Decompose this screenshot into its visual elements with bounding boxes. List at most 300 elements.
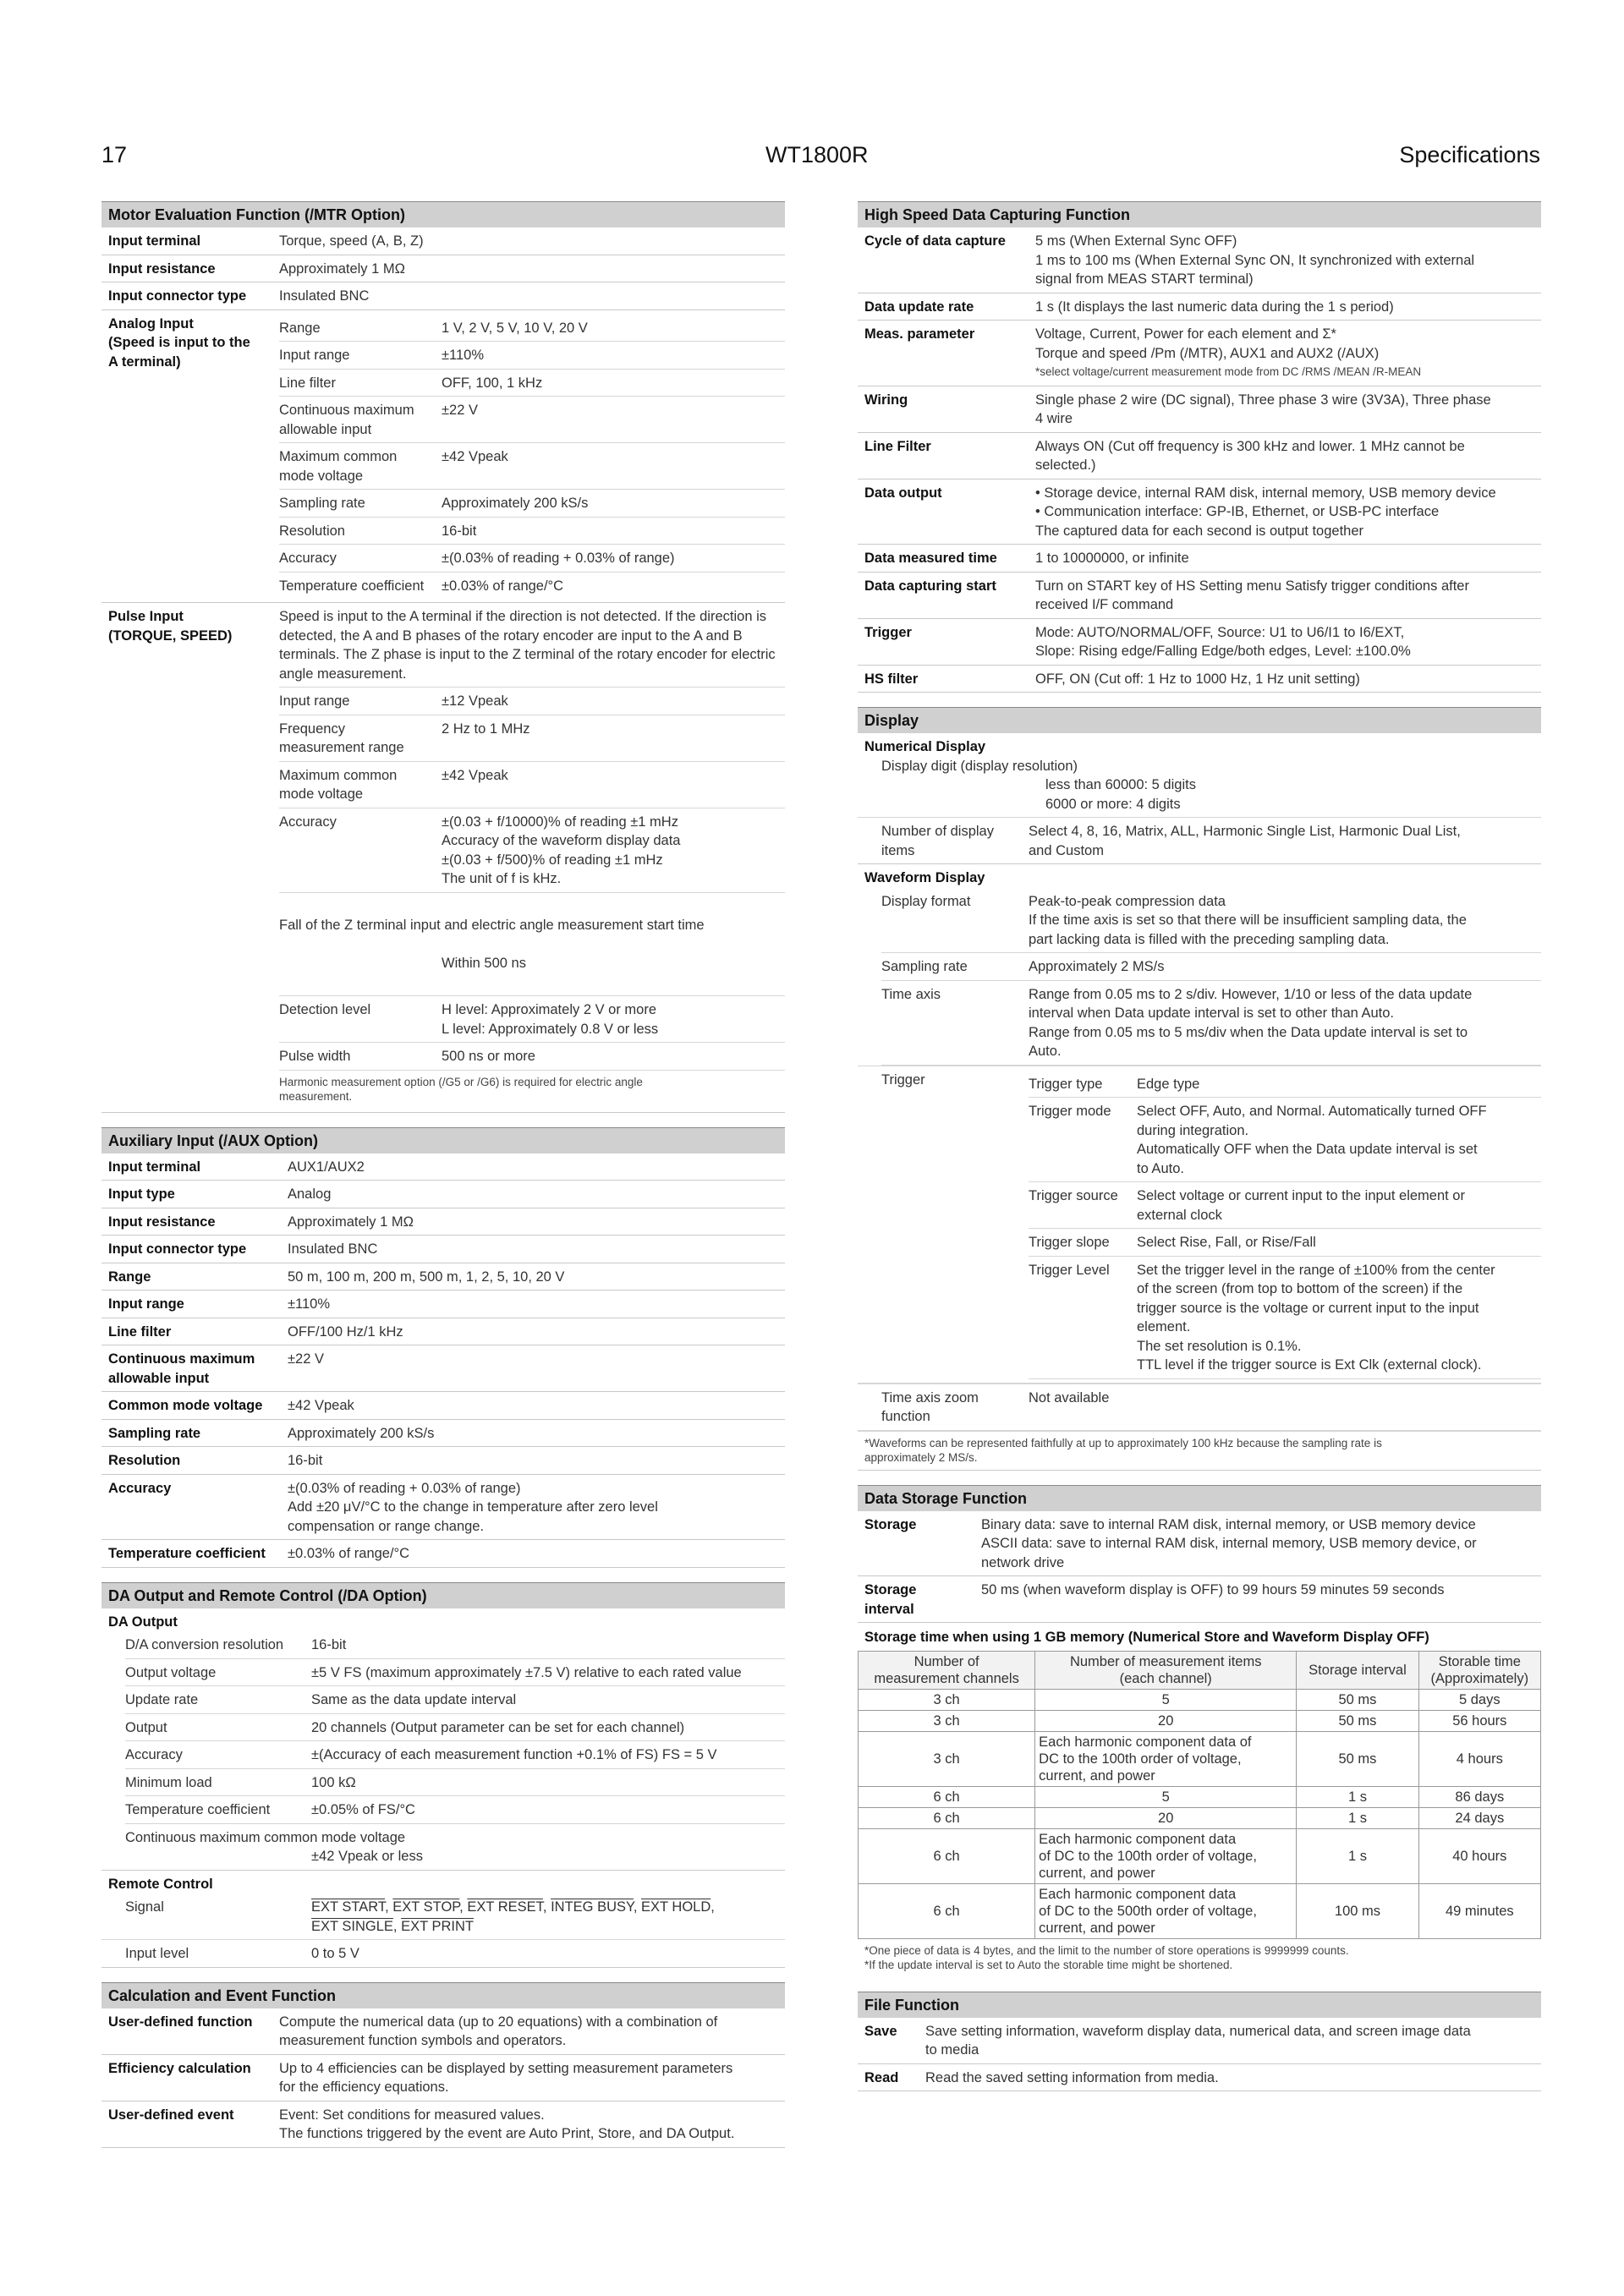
file-label: Save (864, 2023, 897, 2039)
hs-value-text: • Storage device, internal RAM disk, internal memory, USB memory device • Communication interface: GP-IB, Ethernet, or USB-PC interface The captured data for each second is output together (1035, 485, 1496, 539)
analog-item-value: ±22 V (442, 403, 478, 418)
analog-item-row (279, 573, 785, 600)
aux-label: Accuracy (108, 1480, 172, 1496)
hs-value-text: OFF, ON (Cut off: 1 Hz to 1000 Hz, 1 Hz unit setting) (1035, 671, 1360, 687)
table-cell: 4 hours (1418, 1731, 1540, 1786)
display-digit-value: less than 60000: 5 digits 6000 or more: 4 digits (1045, 777, 1196, 812)
aux-value (288, 1185, 785, 1204)
pulse-input-block (102, 603, 785, 1113)
aux-value (288, 1323, 785, 1342)
da-item-value: ±5 V FS (maximum approximately ±7.5 V) relative to each rated value (311, 1664, 742, 1680)
trigger-item-label: Trigger mode (1029, 1104, 1111, 1119)
num-item-value: Select 4, 8, 16, Matrix, ALL, Harmonic Single List, Harmonic Dual List, and Custom (1029, 824, 1461, 858)
da-item-row (125, 1741, 785, 1769)
storage-col-header: Number of measurement items (each channel) (1035, 1651, 1297, 1689)
hs-value-text: Turn on START key of HS Setting menu Satisfy trigger conditions after received I/F command (1035, 578, 1469, 612)
aux-value (288, 1158, 785, 1177)
hs-label: Meas. parameter (864, 326, 975, 342)
file-value-text: Save setting information, waveform display data, numerical data, and screen image data to media (925, 2023, 1471, 2058)
hs-label: Cycle of data capture (864, 233, 1006, 249)
table-row (859, 1689, 1541, 1710)
pulse-input-description: Speed is input to the A terminal if the direction is not detected. If the direction is detected, the A and B phases of the rotary encoder are input to the A and B terminals. The Z phase is input to the Z terminal of the rotary encoder for electric angle measurement. (279, 607, 785, 688)
signal-ext-print: EXT PRINT (401, 1918, 474, 1934)
table-cell: 6 ch (859, 1807, 1035, 1828)
motor-label: Input connector type (108, 288, 247, 304)
calc-rows (102, 2008, 785, 2148)
aux-row (102, 1236, 785, 1263)
analog-item-label: Range (279, 320, 321, 336)
analog-input-label: Analog Input (Speed is input to the A terminal) (108, 315, 250, 370)
aux-label: Sampling rate (108, 1425, 201, 1441)
z-phase-label: Fall of the Z terminal input and electric angle measurement start time (279, 918, 705, 933)
aux-value-text: ±42 Vpeak (288, 1398, 354, 1413)
da-heading: DA Output and Remote Control (/DA Option) (102, 1582, 785, 1608)
wave-item-label: Time axis (881, 986, 941, 1002)
wave-item-value: Peak-to-peak compression data If the time axis is set so that there will be insufficient sampling data, the part lacking data is filled with the preceding sampling data. (1029, 893, 1467, 947)
hs-heading: High Speed Data Capturing Function (858, 201, 1541, 227)
trigger-item-row (1029, 1098, 1541, 1182)
hs-value-text: 1 s (It displays the last numeric data during the 1 s period) (1035, 299, 1394, 315)
analog-item-value: ±42 Vpeak (442, 449, 508, 464)
hs-label: HS filter (864, 671, 919, 687)
hs-section (858, 201, 1541, 693)
hs-row (858, 573, 1541, 619)
aux-row (102, 1181, 785, 1208)
storage-section (858, 1485, 1541, 1977)
file-rows (858, 2018, 1541, 2092)
aux-heading: Auxiliary Input (/AUX Option) (102, 1127, 785, 1153)
storage-row (858, 1511, 1541, 1577)
calc-label: User-defined function (108, 2014, 253, 2030)
analog-item-label: Accuracy (279, 551, 337, 566)
analog-item-value: Approximately 200 kS/s (442, 496, 589, 511)
analog-item-value: ±110% (442, 348, 485, 363)
table-cell: 1 s (1297, 1828, 1418, 1883)
pulse-input-items (279, 688, 785, 893)
input-level-value: 0 to 5 V (311, 1946, 359, 1961)
table-row (859, 1710, 1541, 1731)
table-cell: 1 s (1297, 1807, 1418, 1828)
aux-row (102, 1475, 785, 1541)
pulse-item-value: ±(0.03 + f/10000)% of reading ±1 mHz Accuracy of the waveform display data ±(0.03 + f/500)% of reading ±1 mHz The unit of f is kHz. (442, 814, 681, 886)
pulse-item-2-label: Detection level (279, 1002, 371, 1017)
wave-item-label: Sampling rate (881, 959, 968, 974)
storage-label: Storage interval (864, 1582, 917, 1617)
calc-row (102, 2101, 785, 2148)
pulse-input-content (279, 607, 785, 1109)
table-cell: 3 ch (859, 1710, 1035, 1731)
aux-label: Range (108, 1269, 151, 1285)
motor-label: Input resistance (108, 260, 216, 277)
storage-value (981, 1581, 1541, 1619)
calc-section (102, 1982, 785, 2148)
aux-value (288, 1424, 785, 1444)
analog-item-row (279, 443, 785, 490)
file-label: Read (864, 2069, 899, 2085)
calc-label: Efficiency calculation (108, 2060, 251, 2076)
page-number: 17 (102, 142, 128, 167)
aux-value (288, 1396, 785, 1416)
pulse-item-row (279, 715, 785, 762)
hs-rows (858, 227, 1541, 693)
motor-rows (102, 227, 785, 310)
aux-value-text: Analog (288, 1186, 332, 1202)
motor-value-text: Torque, speed (A, B, Z) (279, 233, 424, 249)
file-value (925, 2069, 1541, 2088)
analog-item-label: Temperature coefficient (279, 578, 425, 594)
aux-row (102, 1290, 785, 1318)
numerical-display-items (858, 817, 1541, 863)
signal-ext-reset: EXT RESET, (467, 1899, 551, 1915)
signal-label: Signal (125, 1899, 164, 1915)
trigger-items (1029, 1071, 1541, 1379)
table-cell: 50 ms (1297, 1710, 1418, 1731)
wave-item-label: Display format (881, 893, 971, 909)
storage-table-title: Storage time when using 1 GB memory (Numerical Store and Waveform Display OFF) (864, 1630, 1429, 1645)
pulse-item-2-label: Pulse width (279, 1049, 351, 1064)
table-cell: 100 ms (1297, 1883, 1418, 1938)
storage-time-table (858, 1651, 1541, 1939)
aux-section (102, 1127, 785, 1568)
numerical-display-label: Numerical Display (864, 739, 986, 754)
calc-label: User-defined event (108, 2107, 234, 2123)
analog-item-value: OFF, 100, 1 kHz (442, 375, 543, 391)
table-cell: Each harmonic component data of DC to the 100th order of voltage, current, and power (1035, 1731, 1297, 1786)
trigger-row (858, 1066, 1541, 1384)
calc-value-text: Up to 4 efficiencies can be displayed by setting measurement parameters for the efficiency equations. (279, 2060, 733, 2095)
analog-item-row (279, 370, 785, 397)
table-cell: 49 minutes (1418, 1883, 1540, 1938)
motor-row (102, 282, 785, 310)
aux-label: Common mode voltage (108, 1398, 263, 1413)
aux-value (288, 1213, 785, 1232)
analog-item-label: Input range (279, 348, 350, 363)
table-cell: Each harmonic component data of DC to the 100th order of voltage, current, and power (1035, 1828, 1297, 1883)
signal-list (311, 1898, 785, 1936)
wave-item-row (881, 888, 1541, 954)
table-cell: 86 days (1418, 1786, 1540, 1807)
analog-item-row (279, 518, 785, 545)
hs-label: Line Filter (864, 438, 931, 454)
hs-value (1035, 391, 1541, 429)
pulse-item-label: Accuracy (279, 814, 337, 830)
signal-integ-busy: INTEG BUSY, (551, 1899, 642, 1915)
common-mode-label: Continuous maximum common mode voltage (125, 1829, 406, 1845)
aux-value-text: Approximately 1 MΩ (288, 1214, 414, 1230)
file-heading: File Function (858, 1992, 1541, 2018)
aux-value (288, 1451, 785, 1471)
trigger-item-label: Trigger source (1029, 1188, 1118, 1203)
pulse-item-2-value: 500 ns or more (442, 1049, 535, 1064)
trigger-item-row (1029, 1229, 1541, 1257)
hs-row (858, 433, 1541, 479)
analog-item-value: ±0.03% of range/°C (442, 578, 564, 594)
da-item-row (125, 1769, 785, 1797)
hs-value (1035, 325, 1541, 382)
hs-value-text: 1 to 10000000, or infinite (1035, 551, 1189, 566)
da-item-row (125, 1631, 785, 1659)
hs-value (1035, 549, 1541, 568)
aux-value-text: ±22 V (288, 1351, 324, 1367)
pulse-item-row (279, 762, 785, 808)
aux-label: Input connector type (108, 1241, 247, 1257)
da-item-label: Minimum load (125, 1774, 212, 1790)
aux-label: Input terminal (108, 1159, 201, 1175)
hs-value (1035, 484, 1541, 541)
aux-value-text: ±0.03% of range/°C (288, 1546, 410, 1561)
storage-row (858, 1576, 1541, 1623)
trigger-item-value: Select voltage or current input to the input element or external clock (1137, 1188, 1465, 1223)
file-row (858, 2018, 1541, 2064)
aux-label: Continuous maximum allowable input (108, 1351, 255, 1386)
aux-row (102, 1153, 785, 1181)
file-value-text: Read the saved setting information from media. (925, 2069, 1219, 2085)
da-item-label: Temperature coefficient (125, 1802, 271, 1817)
pulse-item-label: Frequency measurement range (279, 721, 404, 755)
aux-label: Temperature coefficient (108, 1546, 266, 1561)
wave-item-value: Approximately 2 MS/s (1029, 959, 1165, 974)
hs-label: Wiring (864, 392, 908, 408)
storage-heading: Data Storage Function (858, 1485, 1541, 1511)
signal-ext-single: EXT SINGLE, (311, 1918, 402, 1934)
zoom-value: Not available (1029, 1389, 1110, 1406)
calc-row (102, 2008, 785, 2055)
table-row (859, 1786, 1541, 1807)
pulse-note: Harmonic measurement option (/G5 or /G6) is required for electric angle measurement. (279, 1070, 785, 1109)
aux-label: Resolution (108, 1453, 181, 1468)
hs-value-text: Mode: AUTO/NORMAL/OFF, Source: U1 to U6/I1 to I6/EXT, Slope: Rising edge/Falling Edge/both edges, Level: ±100.0% (1035, 624, 1411, 659)
motor-row (102, 255, 785, 283)
da-item-row (125, 1796, 785, 1824)
da-section (102, 1582, 785, 1968)
analog-item-row (279, 342, 785, 370)
motor-heading: Motor Evaluation Function (/MTR Option) (102, 201, 785, 227)
hs-value (1035, 437, 1541, 475)
aux-value (288, 1479, 785, 1537)
signal-ext-stop: EXT STOP, (392, 1899, 468, 1915)
analog-item-label: Line filter (279, 375, 336, 391)
aux-value-text: ±110% (288, 1296, 331, 1312)
da-item-value: 100 kΩ (311, 1774, 356, 1790)
signal-ext-hold: EXT HOLD, (641, 1899, 715, 1915)
motor-value (279, 232, 785, 251)
pulse-item-label: Input range (279, 693, 350, 709)
da-item-value: Same as the data update interval (311, 1692, 517, 1707)
da-item-label: Update rate (125, 1692, 199, 1707)
pulse-input-items-2 (279, 996, 785, 1070)
table-cell: 6 ch (859, 1786, 1035, 1807)
aux-row (102, 1318, 785, 1346)
aux-value-text: Approximately 200 kS/s (288, 1425, 435, 1441)
aux-value (288, 1350, 785, 1388)
remote-control-label: Remote Control (108, 1876, 213, 1892)
remote-control-block (102, 1871, 785, 1968)
common-mode-row (102, 1824, 785, 1870)
wave-item-row (881, 981, 1541, 1066)
analog-item-label: Maximum common mode voltage (279, 449, 398, 484)
pulse-item-2-value: H level: Approximately 2 V or more L level: Approximately 0.8 V or less (442, 1002, 659, 1037)
analog-item-label: Sampling rate (279, 496, 365, 511)
storage-col-header: Number of measurement channels (859, 1651, 1035, 1689)
model-title: WT1800R (765, 142, 869, 167)
z-phase-row (279, 893, 785, 997)
hs-value (1035, 298, 1541, 317)
common-mode-value: ±42 Vpeak or less (311, 1849, 423, 1864)
pulse-input-label: Pulse Input (TORQUE, SPEED) (108, 609, 233, 644)
hs-row (858, 545, 1541, 573)
motor-section (102, 201, 785, 1113)
signal-ext-start: EXT START, (311, 1899, 393, 1915)
analog-item-row (279, 397, 785, 443)
da-item-label: D/A conversion resolution (125, 1637, 284, 1652)
calc-value-text: Compute the numerical data (up to 20 equations) with a combination of measurement function symbols and operators. (279, 2014, 718, 2048)
analog-item-label: Resolution (279, 523, 345, 539)
display-digit-row (858, 757, 1541, 818)
da-item-row (125, 1714, 785, 1742)
table-row (859, 1731, 1541, 1786)
trigger-item-value: Set the trigger level in the range of ±100% from the center of the screen (from top to bottom of the screen) if the trigger source is the voltage or current input to the input element. The set resolution is 0.1%. TTL level if the trigger source is Ext Clk (external clock). (1137, 1262, 1495, 1373)
aux-label: Line filter (108, 1323, 172, 1340)
analog-item-value: 1 V, 2 V, 5 V, 10 V, 20 V (442, 320, 588, 336)
table-cell: 6 ch (859, 1883, 1035, 1938)
aux-value-text: AUX1/AUX2 (288, 1159, 365, 1175)
calc-value (279, 2106, 785, 2144)
table-cell: 56 hours (1418, 1710, 1540, 1731)
calc-value (279, 2013, 785, 2051)
aux-row (102, 1447, 785, 1475)
aux-value-text: Insulated BNC (288, 1241, 378, 1257)
trigger-item-row (1029, 1257, 1541, 1379)
hs-row (858, 321, 1541, 386)
hs-value-text: 5 ms (When External Sync OFF) 1 ms to 100 ms (When External Sync ON, It synchronized with external signal from MEAS START terminal) (1035, 233, 1475, 287)
da-item-label: Accuracy (125, 1747, 183, 1762)
storage-table-header (859, 1651, 1541, 1689)
da-output-items (102, 1631, 785, 1824)
motor-value (279, 260, 785, 279)
da-item-label: Output voltage (125, 1664, 217, 1680)
motor-value (279, 287, 785, 306)
pulse-item-value: ±12 Vpeak (442, 693, 508, 709)
storage-note: *One piece of data is 4 bytes, and the limit to the number of store operations is 9999999 counts. *If the update interval is set to Auto the storable time might be shortened. (864, 1943, 1349, 1971)
waveform-display-label: Waveform Display (864, 870, 985, 885)
storage-table-body (859, 1689, 1541, 1938)
analog-item-label: Continuous maximum allowable input (279, 403, 414, 437)
storage-col-header: Storable time (Approximately) (1418, 1651, 1540, 1689)
hs-row (858, 666, 1541, 693)
aux-value (288, 1240, 785, 1259)
aux-row (102, 1263, 785, 1291)
zoom-row (858, 1384, 1541, 1431)
table-cell: 20 (1035, 1710, 1297, 1731)
left-column (102, 201, 785, 2162)
hs-label: Data capturing start (864, 578, 996, 594)
num-item-row (881, 818, 1541, 863)
table-cell: 6 ch (859, 1828, 1035, 1883)
table-cell: 40 hours (1418, 1828, 1540, 1883)
numerical-display-block (858, 733, 1541, 864)
display-section (858, 707, 1541, 1471)
analog-item-value: ±(0.03% of reading + 0.03% of range) (442, 551, 675, 566)
aux-label: Input range (108, 1296, 184, 1312)
hs-row (858, 479, 1541, 545)
trigger-item-value: Edge type (1137, 1076, 1200, 1092)
hs-label: Trigger (864, 624, 912, 640)
hs-value (1035, 670, 1541, 689)
right-column (858, 201, 1541, 2106)
table-cell: 20 (1035, 1807, 1297, 1828)
hs-label: Data measured time (864, 551, 997, 566)
aux-value (288, 1295, 785, 1314)
storage-value-text: Binary data: save to internal RAM disk, internal memory, or USB memory device ASCII data: save to internal RAM disk, internal memory, USB memory device, or network drive (981, 1516, 1477, 1570)
hs-row (858, 227, 1541, 293)
pulse-item-2-row (279, 1043, 785, 1070)
hs-value-note: *select voltage/current measurement mode from DC /RMS /MEAN /R-MEAN (1035, 365, 1422, 378)
storage-rows (858, 1511, 1541, 1624)
aux-row (102, 1392, 785, 1420)
zoom-label: Time axis zoom function (881, 1389, 979, 1424)
pulse-item-value: 2 Hz to 1 MHz (442, 721, 530, 737)
calc-value-text: Event: Set conditions for measured values. The functions triggered by the event are Auto Print, Store, and DA Output. (279, 2107, 735, 2141)
hs-value-text: Always ON (Cut off frequency is 300 kHz and lower. 1 MHz cannot be selected.) (1035, 438, 1465, 473)
num-item-label: Number of display items (881, 824, 994, 858)
table-cell: 24 days (1418, 1807, 1540, 1828)
analog-input-block (102, 310, 785, 604)
aux-row (102, 1540, 785, 1568)
input-level-row (102, 1940, 785, 1967)
aux-value-text: OFF/100 Hz/1 kHz (288, 1323, 403, 1340)
pulse-item-value: ±42 Vpeak (442, 767, 508, 783)
table-cell: 5 (1035, 1689, 1297, 1710)
table-row (859, 1807, 1541, 1828)
table-cell: 3 ch (859, 1731, 1035, 1786)
file-row (858, 2064, 1541, 2092)
calc-row (102, 2055, 785, 2101)
trigger-label: Trigger (881, 1071, 925, 1088)
aux-value (288, 1544, 785, 1564)
hs-value (1035, 232, 1541, 289)
motor-label: Input terminal (108, 233, 201, 249)
da-item-value: ±0.05% of FS/°C (311, 1802, 415, 1817)
hs-label: Data output (864, 485, 942, 501)
calc-heading: Calculation and Event Function (102, 1982, 785, 2008)
hs-value-text: Voltage, Current, Power for each element and Σ* Torque and speed /Pm (/MTR), AUX1 and AUX2 (/AUX) (1035, 326, 1380, 361)
pulse-item-2-row (279, 996, 785, 1043)
da-output-label: DA Output (108, 1614, 178, 1630)
da-output-block (102, 1608, 785, 1871)
table-cell: 5 (1035, 1786, 1297, 1807)
da-item-value: 20 channels (Output parameter can be set for each channel) (311, 1719, 685, 1735)
waveform-display-block (858, 864, 1541, 1471)
pulse-item-row (279, 808, 785, 893)
da-item-row (125, 1659, 785, 1687)
trigger-item-row (1029, 1182, 1541, 1229)
analog-item-row (279, 545, 785, 573)
aux-rows (102, 1153, 785, 1568)
storage-col-header: Storage interval (1297, 1651, 1418, 1689)
hs-label: Data update rate (864, 299, 974, 315)
z-phase-value: Within 500 ns (442, 956, 526, 971)
aux-value-text: 50 m, 100 m, 200 m, 500 m, 1, 2, 5, 10, 20 V (288, 1269, 565, 1285)
da-item-value: 16-bit (311, 1637, 347, 1652)
aux-row (102, 1345, 785, 1392)
table-row (859, 1828, 1541, 1883)
trigger-item-label: Trigger Level (1029, 1262, 1110, 1278)
signal-row (102, 1893, 785, 1940)
section-title: Specifications (1399, 142, 1540, 167)
da-item-value: ±(Accuracy of each measurement function +0.1% of FS) FS = 5 V (311, 1747, 717, 1762)
aux-value-text: 16-bit (288, 1453, 323, 1468)
aux-value-text: ±(0.03% of reading + 0.03% of range) Add ±20 μV/°C to the change in temperature after zero level compensation or range change. (288, 1480, 658, 1534)
